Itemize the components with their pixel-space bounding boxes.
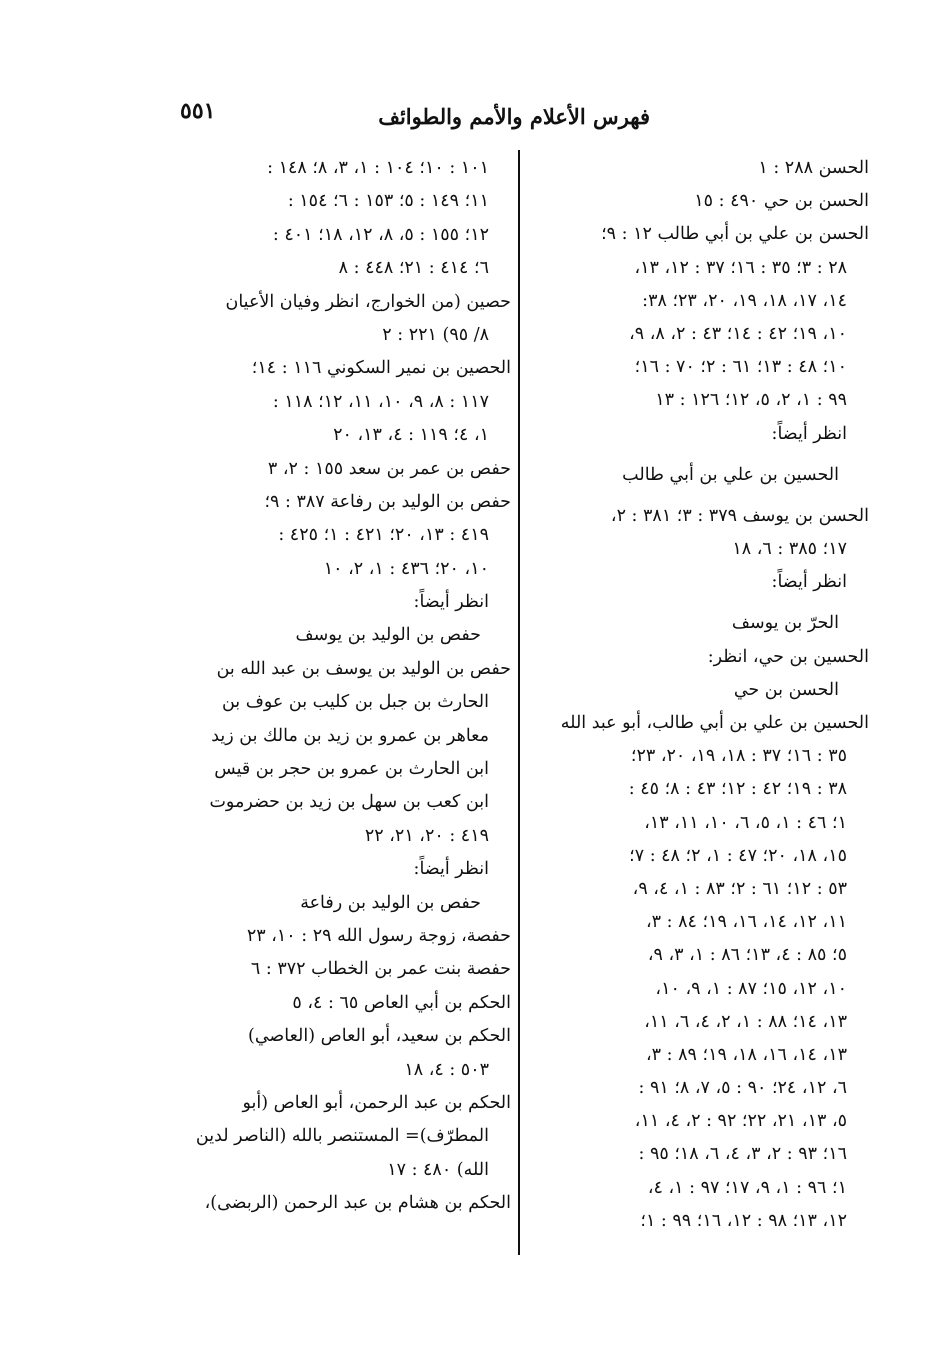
index-line: ١٦؛ ٩٣ : ٢، ٣، ٤، ٦، ١٨؛ ٩٥ :	[638, 1144, 847, 1165]
index-line: ١٥، ١٨، ٢٠؛ ٤٧ : ١، ٢؛ ٤٨ : ٧؛	[629, 845, 847, 866]
index-line: ١١٧ : ٨، ٩، ١٠، ١١، ١٢؛ ١١٨ :	[272, 391, 489, 412]
index-line: ٤١٩ : ٢٠، ٢١، ٢٢	[364, 825, 489, 846]
index-line: ١، ٤؛ ١١٩ : ٤، ١٣، ٢٠	[333, 425, 489, 446]
index-line: ١٢، ١٣؛ ٩٨ : ١٢، ١٦؛ ٩٩ : ١؛	[640, 1210, 847, 1231]
see-also-label: انظر أيضاً:	[771, 572, 847, 593]
see-also-entry: حفص بن الوليد بن يوسف	[295, 625, 481, 646]
column-divider	[518, 150, 520, 1255]
index-line: الحكم بن هشام بن عبد الرحمن (الربضى)،	[204, 1193, 511, 1214]
index-line: حفص بن الوليد بن يوسف بن عبد الله بن	[216, 658, 511, 679]
index-line: معاهر بن عمرو بن زيد بن مالك بن زيد	[211, 725, 489, 746]
index-line: الحسين بن علي بن أبي طالب، أبو عبد الله	[560, 713, 869, 733]
index-line: الحسن بن يوسف ٣٧٩ : ٣؛ ٣٨١ : ٢،	[610, 505, 869, 526]
index-line: ٤١٩ : ١٣، ٢٠؛ ٤٢١ : ١؛ ٤٢٥ :	[278, 525, 489, 546]
see-also-entry: حفص بن الوليد بن رفاعة	[300, 892, 481, 913]
index-line: ١؛ ٤٦ : ١، ٥، ٦، ١٠، ١١، ١٣،	[644, 812, 847, 833]
see-also-entry: الحسن بن حي	[733, 679, 839, 700]
index-line: ١١؛ ١٤٩ : ٥؛ ١٥٣ : ٦؛ ١٥٤ :	[287, 191, 489, 212]
index-line: الحسن بن حي ٤٩٠ : ١٥	[694, 191, 869, 212]
index-line: الحكم بن عبد الرحمن، أبو العاص (أبو	[242, 1092, 511, 1113]
index-line: ١٠؛ ٤٨ : ١٣؛ ٦١ : ٢؛ ٧٠ : ١٦؛	[634, 357, 847, 378]
index-column-right	[524, 152, 869, 1238]
index-line: ١١، ١٢، ١٤، ١٦، ١٩؛ ٨٤ : ٣،	[646, 912, 847, 933]
index-line: ١٣، ١٤، ١٦، ١٨، ١٩؛ ٨٩ : ٣،	[646, 1044, 847, 1065]
index-line: الله) ٤٨٠ : ١٧	[387, 1159, 489, 1180]
index-line: ٨/ ٩٥) ٢٢١ : ٢	[382, 324, 489, 345]
index-line: حفصة بنت عمر بن الخطاب ٣٧٢ : ٦	[250, 959, 511, 980]
page-number: ٥٥١	[180, 98, 216, 124]
index-line: ١٢؛ ١٥٥ : ٥، ٨، ١٢، ١٨؛ ٤٠١ :	[272, 224, 489, 245]
index-line: ٥٣ : ١٢؛ ٦١ : ٢؛ ٨٣ : ١، ٤، ٩،	[632, 878, 847, 899]
index-line: ٥٠٣ : ٤، ١٨	[404, 1059, 489, 1080]
index-line: الحكم بن أبي العاص ٦٥ : ٤، ٥	[292, 992, 511, 1013]
index-line: ١٤، ١٧، ١٨، ١٩، ٢٠، ٢٣؛ ٣٨:	[642, 290, 847, 311]
index-line: ٦، ١٢، ٢٤؛ ٩٠ : ٥، ٧، ٨؛ ٩١ :	[638, 1078, 847, 1099]
index-line: ٣٥ : ١٦؛ ٣٧ : ١٨، ١٩، ٢٠، ٢٣؛	[630, 746, 847, 767]
index-line: المطرّف)= المستنصر بالله (الناصر لدين	[195, 1126, 489, 1147]
index-line: ١٠، ١٢، ١٥؛ ٨٧ : ١، ٩، ١٠،	[655, 978, 847, 999]
see-also-entry: الحرّ بن يوسف	[731, 613, 839, 634]
index-line: ٦؛ ٤١٤ : ٢١؛ ٤٤٨ : ٨	[338, 258, 489, 279]
index-line: ٣٨ : ١٩؛ ٤٢ : ١٢؛ ٤٣ : ٨؛ ٤٥ :	[628, 779, 847, 800]
index-line: حصين (من الخوارج، انظر وفيان الأعيان	[225, 291, 511, 312]
index-line: ١٠١ : ١٠؛ ١٠٤ : ١، ٣، ٨؛ ١٤٨ :	[267, 158, 489, 178]
index-line: ١٣، ١٤؛ ٨٨ : ١، ٢، ٤، ٦، ١١،	[644, 1011, 847, 1032]
index-line: ٥، ١٣، ٢١، ٢٢؛ ٩٢ : ٢، ٤، ١١،	[634, 1111, 847, 1132]
index-line: حفص بن عمر بن سعد ١٥٥ : ٢، ٣	[267, 458, 511, 479]
index-line: الحصين بن نمير السكوني ١١٦ : ١٤؛	[251, 358, 511, 379]
index-line: ١؛ ٩٦ : ١، ٩، ١٧؛ ٩٧ : ١، ٤،	[647, 1177, 847, 1198]
index-line: ابن كعب بن سهل بن زيد بن حضرموت	[209, 792, 489, 813]
index-line: ابن الحارث بن عمرو بن حجر بن قيس	[214, 759, 489, 780]
index-column-left	[175, 152, 511, 1221]
page-header	[180, 98, 650, 134]
index-line: حفصة، زوجة رسول الله ٢٩ : ١٠، ٢٣	[246, 925, 511, 946]
see-also-label: انظر أيضاً:	[413, 859, 489, 880]
see-also-entry: الحسين بن علي بن أبي طالب	[622, 464, 839, 485]
index-line: ٢٨ : ٣؛ ٣٥ : ١٦؛ ٣٧ : ١٢، ١٣،	[634, 257, 847, 278]
see-also-label: انظر أيضاً:	[771, 423, 847, 444]
index-line: الحسن بن علي بن أبي طالب ١٢ : ٩؛	[601, 224, 869, 245]
index-line: ١٠، ١٩؛ ٤٢ : ١٤؛ ٤٣ : ٢، ٨، ٩،	[629, 323, 847, 344]
running-title: فهرس الأعلام والأمم والطوائف	[378, 104, 650, 129]
index-line: الحسن ٢٨٨ : ١	[758, 158, 869, 178]
index-line: ٩٩ : ١، ٢، ٥، ١٢؛ ١٢٦ : ١٣	[655, 390, 847, 411]
index-line: ١٧؛ ٣٨٥ : ٦، ١٨	[732, 539, 847, 560]
index-line: حفص بن الوليد بن رفاعة ٣٨٧ : ٩؛	[264, 491, 511, 512]
see-also-label: انظر أيضاً:	[413, 592, 489, 613]
index-line: ١٠، ٢٠؛ ٤٣٦ : ١، ٢، ١٠	[323, 558, 489, 579]
index-line: ٥؛ ٨٥ : ٤، ١٣؛ ٨٦ : ١، ٣، ٩،	[647, 945, 847, 966]
index-line: الحكم بن سعيد، أبو العاص (العاصي)	[248, 1026, 511, 1047]
index-line: الحسين بن حي، انظر:	[707, 646, 869, 667]
index-line: الحارث بن جبل بن كليب بن عوف بن	[221, 692, 489, 713]
